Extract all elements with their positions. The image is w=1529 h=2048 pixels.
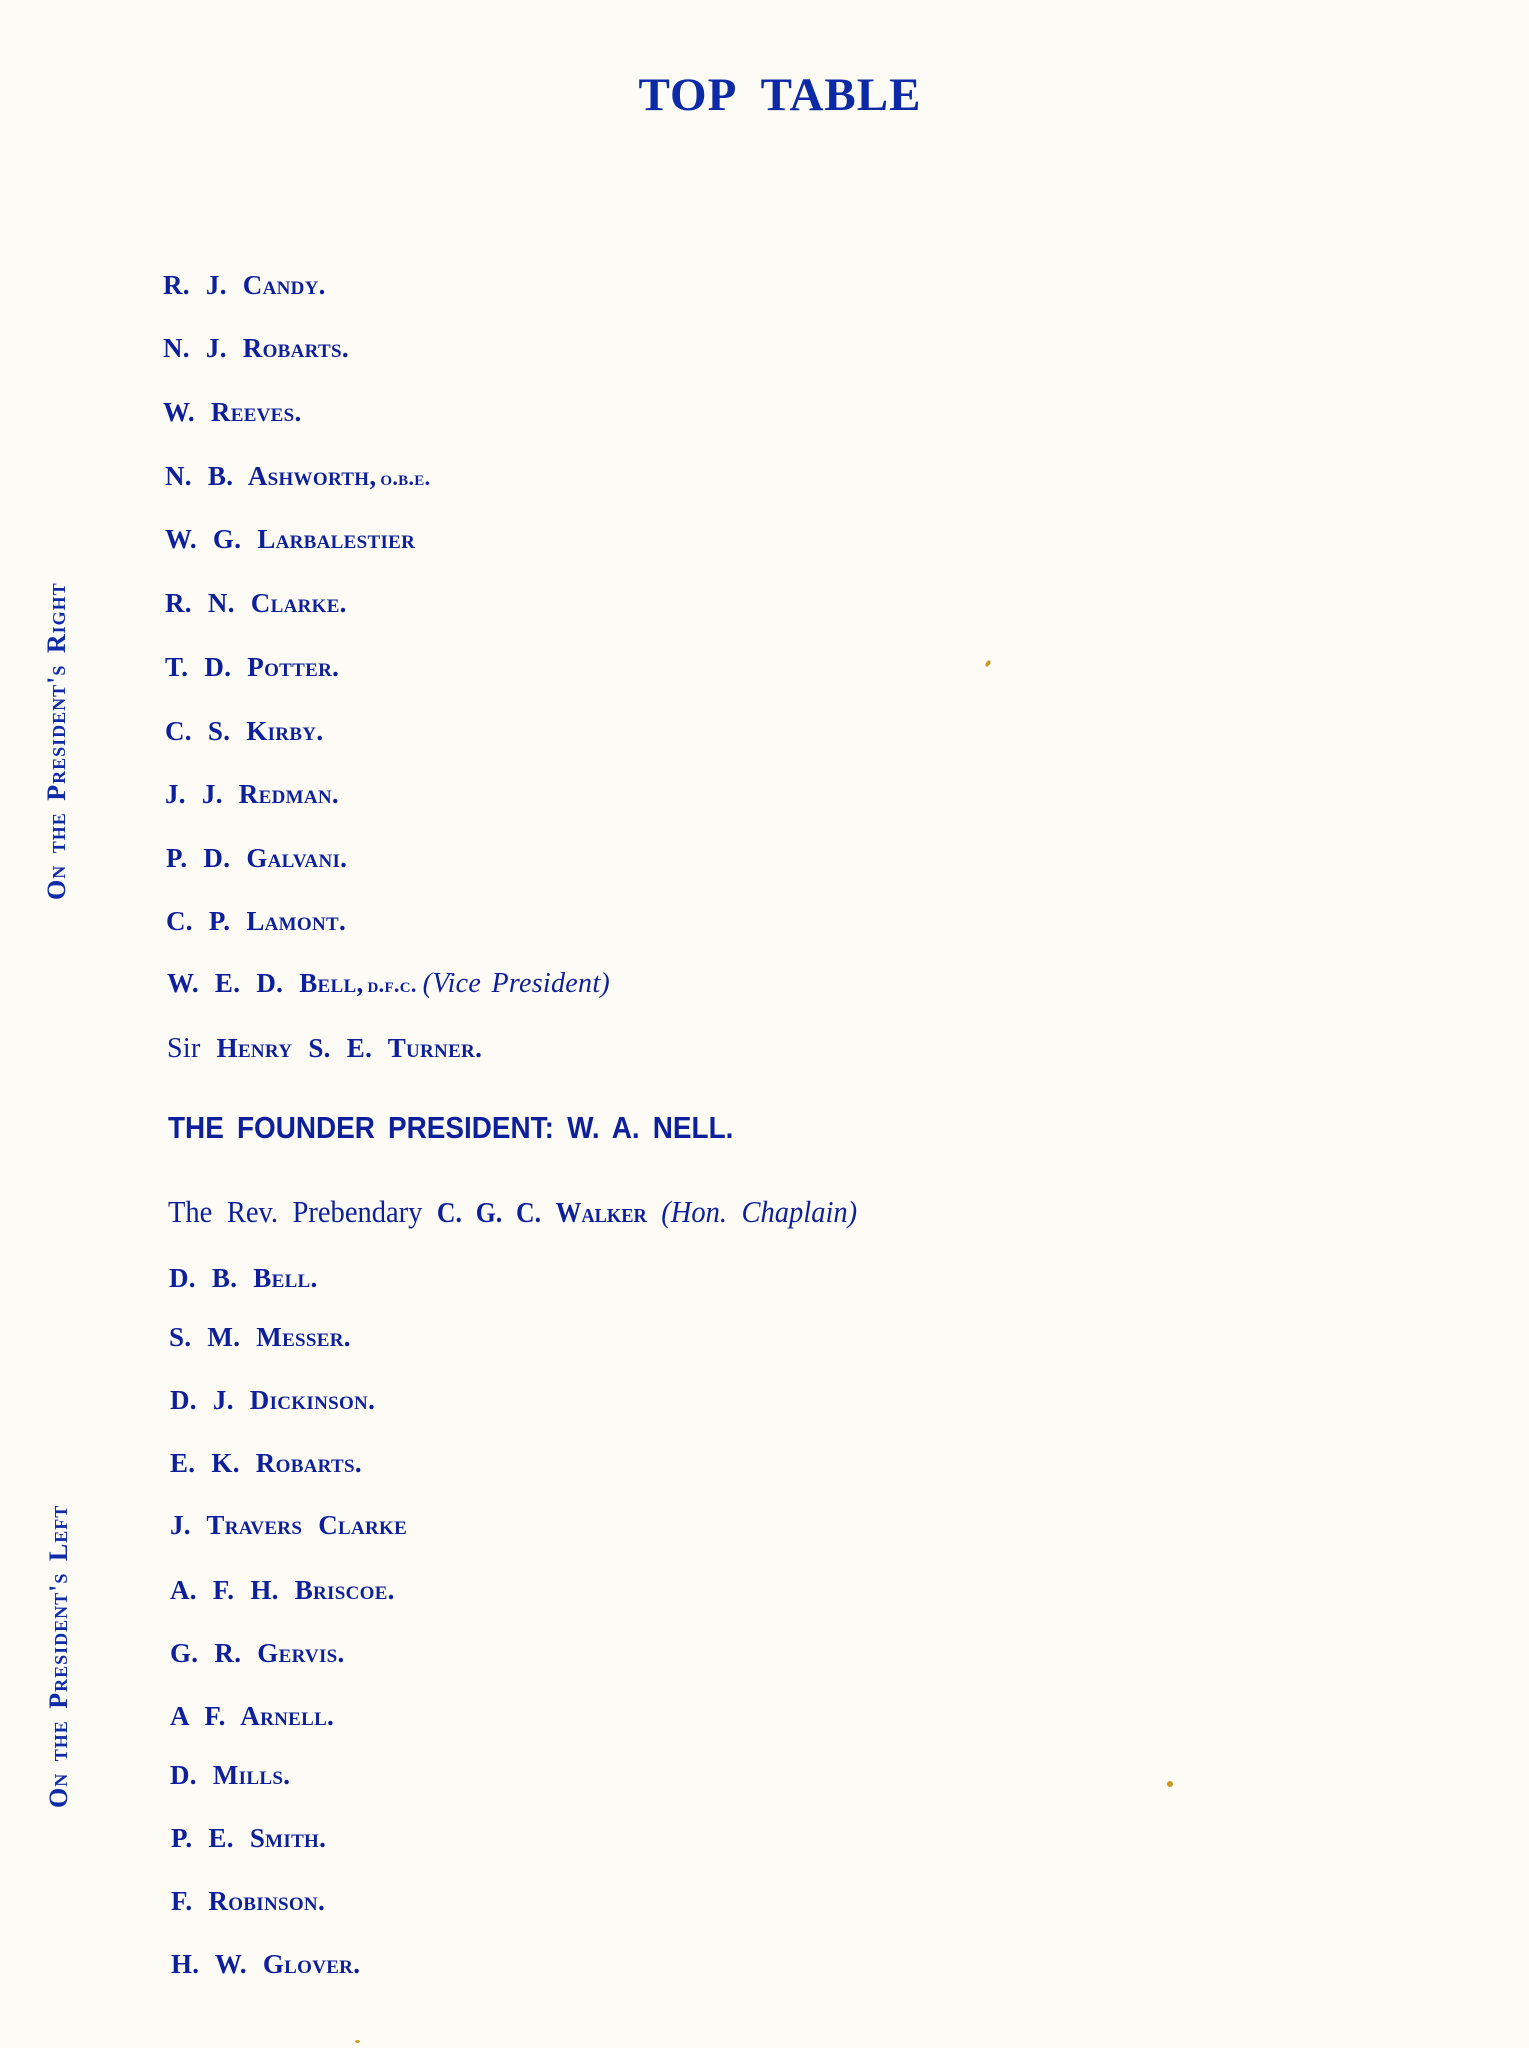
chaplain-line: [168, 1194, 857, 1230]
guest-name: R. N. Clarke.: [165, 588, 347, 618]
list-item: [165, 779, 339, 810]
guest-name: D. B. Bell.: [169, 1263, 318, 1293]
paper-speck: [355, 2040, 360, 2043]
guest-name: A. F. H. Briscoe.: [170, 1575, 395, 1605]
list-item: [170, 1510, 407, 1541]
guest-name: J. Travers Clarke: [170, 1510, 408, 1540]
list-item: [170, 1385, 375, 1416]
list-item: [163, 333, 349, 364]
guest-name: S. M. Messer.: [169, 1322, 351, 1352]
list-item: [171, 1886, 325, 1917]
guest-name: F. Robinson.: [171, 1886, 325, 1916]
guest-name: D. Mills.: [170, 1760, 291, 1790]
guest-prefix: Sir: [167, 1033, 201, 1064]
list-item: [170, 1448, 362, 1479]
list-item: [167, 968, 610, 1000]
list-item: [169, 1322, 351, 1353]
list-item: [170, 1760, 290, 1791]
guest-name: P. E. Smith.: [171, 1823, 327, 1853]
guest-name: A F. Arnell.: [170, 1701, 335, 1731]
list-item: [163, 270, 326, 301]
list-item: [165, 524, 415, 555]
guest-name: T. D. Potter.: [165, 652, 340, 682]
list-item: [165, 652, 339, 683]
guest-name: G. R. Gervis.: [170, 1638, 345, 1668]
chaplain-surname: Walker: [555, 1198, 647, 1229]
guest-name: C. P. Lamont.: [166, 906, 346, 936]
list-item: [166, 843, 347, 874]
chaplain-role: (Hon. Chaplain): [661, 1194, 858, 1229]
list-item: [165, 461, 430, 492]
guest-name: W. E. D. Bell,: [167, 968, 364, 998]
guest-name: W. Reeves.: [163, 397, 302, 427]
guest-name: D. J. Dickinson.: [170, 1385, 376, 1415]
guest-name: C. S. Kirby.: [165, 716, 324, 746]
list-item: [170, 1575, 395, 1606]
chaplain-prefix: The Rev. Prebendary: [168, 1194, 423, 1229]
list-item: [170, 1638, 345, 1669]
list-item: [171, 1949, 360, 1980]
list-item: [166, 906, 346, 937]
guest-name: J. J. Redman.: [165, 779, 339, 809]
list-item: [169, 1263, 318, 1294]
list-item: [165, 588, 347, 619]
list-item: [170, 1701, 334, 1732]
chaplain-initials: C. G. C.: [436, 1198, 542, 1229]
guest-role: (Vice President): [422, 968, 611, 999]
side-label-presidents-right: On the President's Right: [42, 582, 71, 900]
founder-president: THE FOUNDER PRESIDENT: W. A. NELL.: [168, 1110, 734, 1145]
guest-name: N. J. Robarts.: [163, 333, 349, 363]
guest-name: E. K. Robarts.: [170, 1448, 362, 1478]
list-item: [171, 1823, 326, 1854]
guest-name: R. J. Candy.: [163, 270, 326, 300]
post-nominal: o.b.e.: [380, 465, 431, 490]
guest-name: H. W. Glover.: [171, 1949, 361, 1979]
guest-name: Henry S. E. Turner.: [216, 1033, 483, 1063]
guest-name: W. G. Larbalestier: [165, 524, 416, 554]
list-item: [163, 397, 302, 428]
paper-speck: [1167, 1781, 1173, 1787]
list-item: [167, 1033, 482, 1065]
page-title: TOP TABLE: [638, 69, 922, 121]
paper-speck: [984, 659, 991, 667]
guest-name: P. D. Galvani.: [166, 843, 348, 873]
post-nominal: d.f.c.: [367, 972, 417, 997]
guest-name: N. B. Ashworth,: [165, 461, 377, 491]
list-item: [165, 716, 323, 747]
side-label-presidents-left: On the President's Left: [44, 1504, 73, 1808]
